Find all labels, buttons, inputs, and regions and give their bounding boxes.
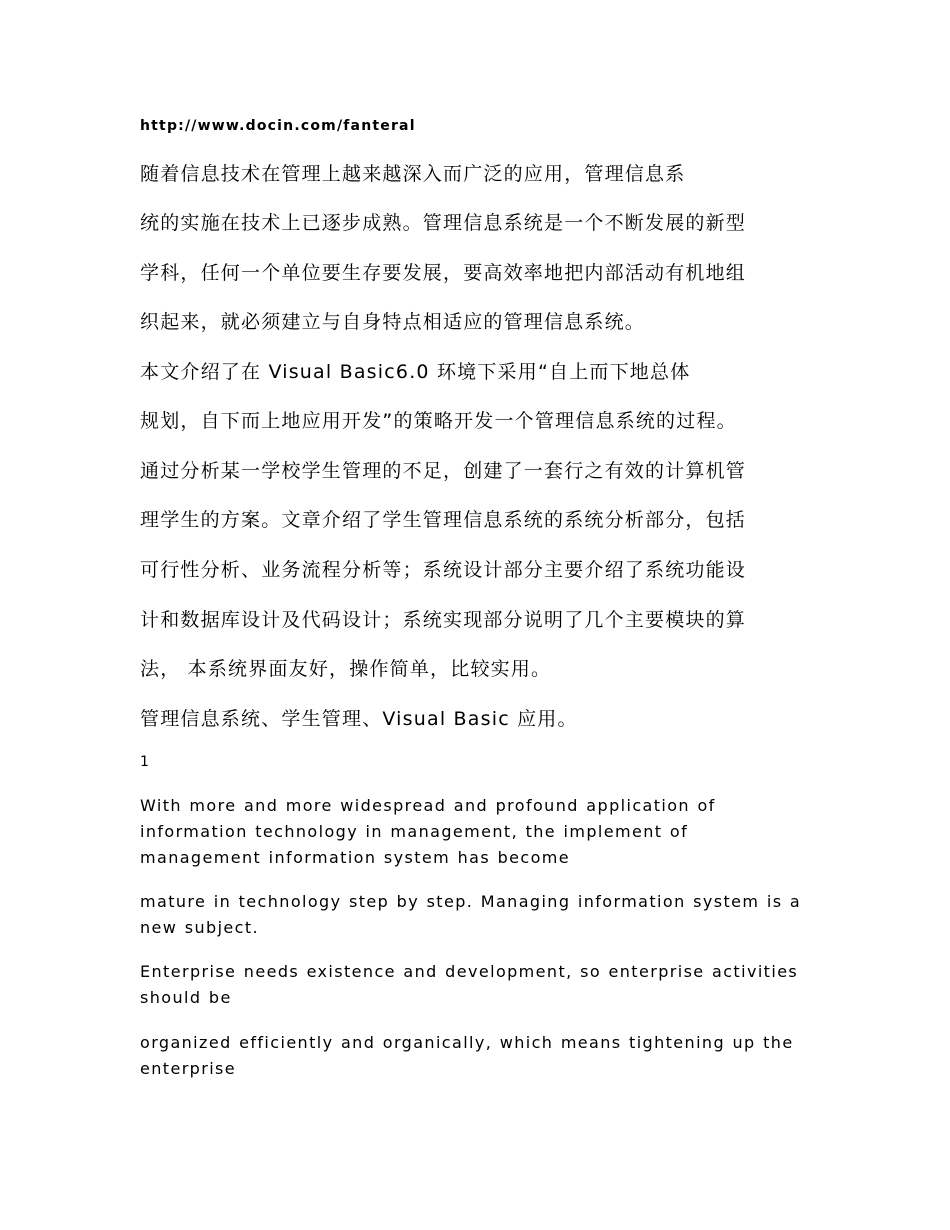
abstract-line: 计和数据库设计及代码设计；系统实现部分说明了几个主要模块的算 xyxy=(140,609,747,631)
english-paragraph: organized efficiently and organically, which means tightening up the enterprise xyxy=(140,1033,794,1078)
abstract-line: 理学生的方案。文章介绍了学生管理信息系统的系统分析部分，包括 xyxy=(140,509,747,531)
english-paragraph: mature in technology step by step. Managing information system is a new subject. xyxy=(140,892,802,937)
abstract-line: 统的实施在技术上已逐步成熟。管理信息系统是一个不断发展的新型 xyxy=(140,212,747,234)
english-paragraph: Enterprise needs existence and development, so enterprise activities should be xyxy=(140,962,799,1007)
abstract-line: 通过分析某一学校学生管理的不足，创建了一套行之有效的计算机管 xyxy=(140,460,747,482)
abstract-line: 可行性分析、业务流程分析等；系统设计部分主要介绍了系统功能设 xyxy=(140,559,747,581)
abstract-line: 随着信息技术在管理上越来越深入而广泛的应用，管理信息系 xyxy=(140,163,686,185)
keywords-line: 管理信息系统、学生管理、Visual Basic 应用。 xyxy=(140,708,578,730)
abstract-line: 学科，任何一个单位要生存要发展，要高效率地把内部活动有机地组 xyxy=(140,262,747,284)
abstract-line: 法， 本系统界面友好，操作简单，比较实用。 xyxy=(140,658,552,680)
page-number: 1 xyxy=(140,754,149,770)
english-paragraph: With more and more widespread and profound application of information technology in management, the implement of management information system has become xyxy=(140,796,716,867)
header-url: http://www.docin.com/fanteral xyxy=(140,118,416,134)
abstract-line: 本文介绍了在 Visual Basic6.0 环境下采用“自上而下地总体 xyxy=(140,361,691,383)
abstract-line: 规划，自下而上地应用开发”的策略开发一个管理信息系统的过程。 xyxy=(140,410,737,432)
abstract-line: 织起来，就必须建立与自身特点相适应的管理信息系统。 xyxy=(140,311,646,333)
